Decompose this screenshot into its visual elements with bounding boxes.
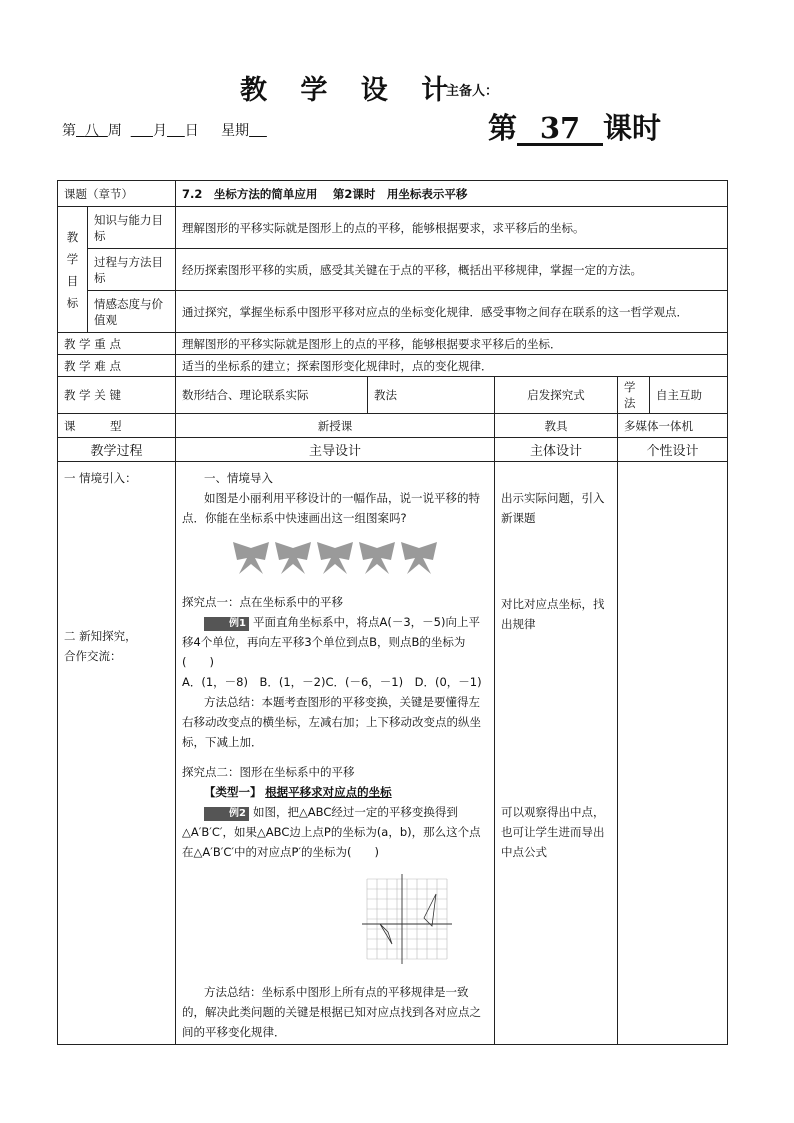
difficulty-value: 适当的坐标系的建立；探索图形变化规律时，点的变化规律． <box>176 355 728 377</box>
date-line: 第 八 周 月 日 星期 <box>62 123 250 139</box>
butterfly-icon <box>357 538 397 578</box>
type-value: 新授课 <box>176 414 495 438</box>
lesson-number: 第 37 课时 <box>488 111 662 145</box>
example-tag: 例2 <box>204 807 249 821</box>
page-title: 教 学 设 计 <box>240 75 461 106</box>
key-point-value: 理解图形的平移实际就是图形上的点的平移，能够根据要求平移后的坐标． <box>176 333 728 355</box>
col-header-lead: 主导设计 <box>176 438 495 462</box>
goal-text-2: 经历探索图形平移的实质，感受其关键在于点的平移，概括出平移规律，掌握一定的方法。 <box>176 249 728 291</box>
teach-method-label: 教法 <box>368 377 495 414</box>
goal-label-2: 过程与方法目 标 <box>88 249 176 291</box>
butterfly-icon <box>273 538 313 578</box>
lesson-plan-table <box>57 180 728 1045</box>
personal-design <box>618 462 728 1045</box>
key-point-label: 教 学 重 点 <box>58 333 176 355</box>
goal-label: 教学目标 <box>58 207 88 333</box>
week-number: 八 <box>84 123 99 139</box>
coordinate-grid-figure <box>182 874 488 974</box>
goal-label-1: 知识与能力目 标 <box>88 207 176 249</box>
lead-design: 一、情境导入 如图是小丽利用平移设计的一幅作品，说一说平移的特点．你能在坐标系中快速画出这一组图案吗? 探究点一：点在坐标系中的平移 例1 平面直角坐标系中，将点A(－3，－5)向上平移4个单位，再向左平移3个单位到点B，则点B的坐标为( ) A．(1，－8) B．(1，－2)C．(－6，－1) D．(0，－1) 方法总结：本题考查图形的平移变换，关键是要懂得左右移动改变点的横坐标，左减右加；上下移动改变点的纵坐标，下减上加． 探究点二：图形在坐标系中的平移 【类型一】 根据平移求对应点的坐标 例2 如图，把△ABC经过一定的平移变换得到△A′B′C′，如果△ABC边上点P的坐标为(a，b)，那么这个点在△A′B′C′中的对应点P′的坐标为( ) 方法总结：坐标系中图形上所有点的平移规律是一致的，解决此类问题的关键是根据已知对应点找到各对应点之间的平移变化规律． <box>176 462 495 1045</box>
learn-method-value: 自主互助 <box>650 377 728 414</box>
preparer-label: 主备人： <box>446 84 499 99</box>
example-tag: 例1 <box>204 617 249 631</box>
butterfly-icon <box>231 538 271 578</box>
coordinate-grid <box>362 874 452 964</box>
key-value: 数形结合、理论联系实际 <box>176 377 368 414</box>
key-label: 教 学 关 键 <box>58 377 176 414</box>
col-header-process: 教学过程 <box>58 438 176 462</box>
butterfly-pattern <box>182 538 488 578</box>
butterfly-icon <box>399 538 439 578</box>
difficulty-label: 教 学 难 点 <box>58 355 176 377</box>
student-design: 出示实际问题，引入新课题 对比对应点坐标，找出规律 可以观察得出中点，也可让学生进而导出中点公式 <box>495 462 618 1045</box>
tools-label: 教具 <box>495 414 618 438</box>
topic-value: 7.2 坐标方法的简单应用 第2课时 用坐标表示平移 <box>176 181 728 207</box>
butterfly-icon <box>315 538 355 578</box>
col-header-personal: 个性设计 <box>618 438 728 462</box>
col-header-student: 主体设计 <box>495 438 618 462</box>
goal-label-3: 情感态度与价值观 <box>88 291 176 333</box>
type-label: 课 型 <box>58 414 176 438</box>
tools-value: 多媒体一体机 <box>618 414 728 438</box>
teach-method-value: 启发探究式 <box>495 377 618 414</box>
process-stages: 一 情境引入： 二 新知探究， 合作交流： <box>58 462 176 1045</box>
learn-method-label: 学法 <box>618 377 650 414</box>
topic-label: 课题（章节） <box>58 181 176 207</box>
goal-text-1: 理解图形的平移实际就是图形上的点的平移，能够根据要求，求平移后的坐标。 <box>176 207 728 249</box>
goal-text-3: 通过探究，掌握坐标系中图形平移对应点的坐标变化规律．感受事物之间存在联系的这一哲学观点． <box>176 291 728 333</box>
